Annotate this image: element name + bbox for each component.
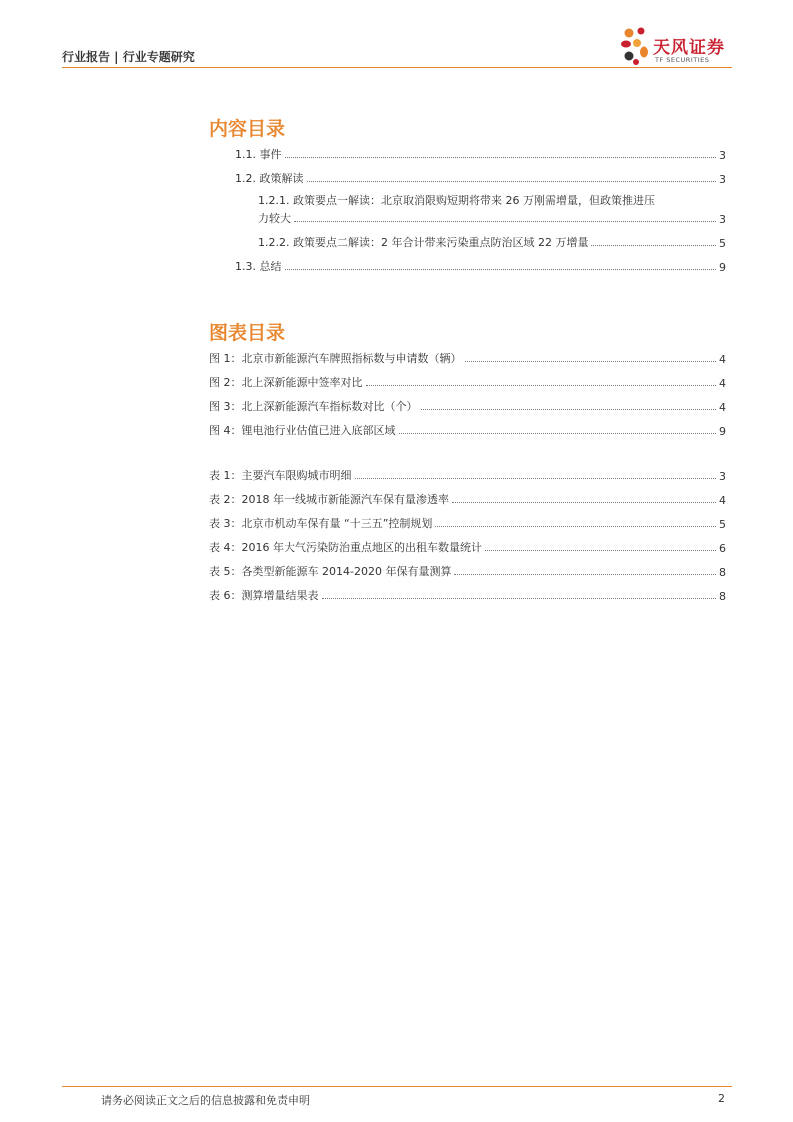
leader-dots bbox=[355, 478, 717, 479]
figure-entry[interactable] bbox=[209, 422, 726, 438]
leader-dots bbox=[285, 269, 717, 270]
leader-dots bbox=[285, 157, 717, 158]
table-entry-label: 表 4：2016 年大气污染防治重点地区的出租车数量统计 bbox=[209, 541, 482, 554]
figure-entry[interactable] bbox=[209, 374, 726, 390]
page-number: 2 bbox=[718, 1092, 725, 1105]
leader-dots bbox=[465, 361, 717, 362]
logo-petals-icon bbox=[620, 26, 654, 68]
figure-entry-label: 图 3：北上深新能源汽车指标数对比（个） bbox=[209, 400, 418, 413]
leader-dots bbox=[421, 409, 717, 410]
toc-entry-label: 1.3. 总结 bbox=[235, 260, 282, 273]
footer-disclaimer: 请务必阅读正文之后的信息披露和免责申明 bbox=[101, 1094, 310, 1107]
table-entry-label: 表 6：测算增量结果表 bbox=[209, 589, 319, 602]
figure-entry[interactable] bbox=[209, 350, 726, 366]
figure-entry-page: 4 bbox=[719, 353, 726, 366]
table-entry[interactable] bbox=[209, 515, 726, 531]
leader-dots bbox=[294, 221, 716, 222]
table-entry-label: 表 2：2018 年一线城市新能源汽车保有量渗透率 bbox=[209, 493, 449, 506]
toc-entry-label-line1[interactable]: 1.2.1. 政策要点一解读：北京取消限购短期将带来 26 万刚需增量，但政策推进压 bbox=[258, 194, 655, 207]
figure-entry[interactable] bbox=[209, 398, 726, 414]
figures-title: 图表目录 bbox=[209, 322, 286, 344]
table-entry[interactable] bbox=[209, 467, 726, 483]
toc-entry[interactable] bbox=[258, 234, 726, 250]
leader-dots bbox=[435, 526, 716, 527]
figure-entry-label: 图 1：北京市新能源汽车牌照指标数与申请数（辆） bbox=[209, 352, 462, 365]
toc-entry-page: 9 bbox=[719, 261, 726, 274]
table-entry-page: 5 bbox=[719, 518, 726, 531]
table-entry-page: 8 bbox=[719, 566, 726, 579]
figure-entry-page: 4 bbox=[719, 401, 726, 414]
toc-entry-page: 3 bbox=[719, 149, 726, 162]
table-entry-label: 表 3：北京市机动车保有量 “十三五”控制规划 bbox=[209, 517, 433, 530]
figure-entry-page: 9 bbox=[719, 425, 726, 438]
leader-dots bbox=[399, 433, 717, 434]
toc-entry[interactable] bbox=[235, 258, 726, 274]
leader-dots bbox=[454, 574, 716, 575]
figure-entry-label: 图 2：北上深新能源中签率对比 bbox=[209, 376, 363, 389]
table-entry-label: 表 5：各类型新能源车 2014-2020 年保有量测算 bbox=[209, 565, 452, 578]
logo-text-en: TF SECURITIES bbox=[655, 56, 710, 64]
header-divider bbox=[62, 67, 732, 68]
figure-entry-label: 图 4：锂电池行业估值已进入底部区域 bbox=[209, 424, 396, 437]
leader-dots bbox=[485, 550, 716, 551]
toc-entry-label: 1.2. 政策解读 bbox=[235, 172, 304, 185]
toc-entry[interactable] bbox=[235, 170, 726, 186]
footer-divider bbox=[62, 1086, 732, 1087]
toc-entry-page: 3 bbox=[719, 173, 726, 186]
toc-entry[interactable] bbox=[258, 210, 726, 226]
leader-dots bbox=[307, 181, 717, 182]
toc-entry-page: 3 bbox=[719, 213, 726, 226]
logo-text-cn: 天风证券 bbox=[653, 38, 725, 58]
toc-entry-label: 1.1. 事件 bbox=[235, 148, 282, 161]
toc-entry[interactable] bbox=[235, 146, 726, 162]
toc-entry-page: 5 bbox=[719, 237, 726, 250]
table-entry-page: 3 bbox=[719, 470, 726, 483]
table-entry[interactable] bbox=[209, 563, 726, 579]
leader-dots bbox=[366, 385, 717, 386]
table-entry-page: 6 bbox=[719, 542, 726, 555]
table-entry[interactable] bbox=[209, 587, 726, 603]
table-entry[interactable] bbox=[209, 539, 726, 555]
figure-entry-page: 4 bbox=[719, 377, 726, 390]
company-logo bbox=[620, 26, 735, 68]
table-entry[interactable] bbox=[209, 491, 726, 507]
table-entry-page: 4 bbox=[719, 494, 726, 507]
table-entry-page: 8 bbox=[719, 590, 726, 603]
contents-title: 内容目录 bbox=[209, 118, 286, 140]
leader-dots bbox=[322, 598, 717, 599]
toc-entry-label: 1.2.2. 政策要点二解读：2 年合计带来污染重点防治区域 22 万增量 bbox=[258, 236, 589, 249]
leader-dots bbox=[452, 502, 716, 503]
table-entry-label: 表 1：主要汽车限购城市明细 bbox=[209, 469, 352, 482]
leader-dots bbox=[591, 245, 716, 246]
toc-entry-label-line2: 力较大 bbox=[258, 212, 291, 225]
header-breadcrumb: 行业报告 | 行业专题研究 bbox=[62, 50, 195, 64]
